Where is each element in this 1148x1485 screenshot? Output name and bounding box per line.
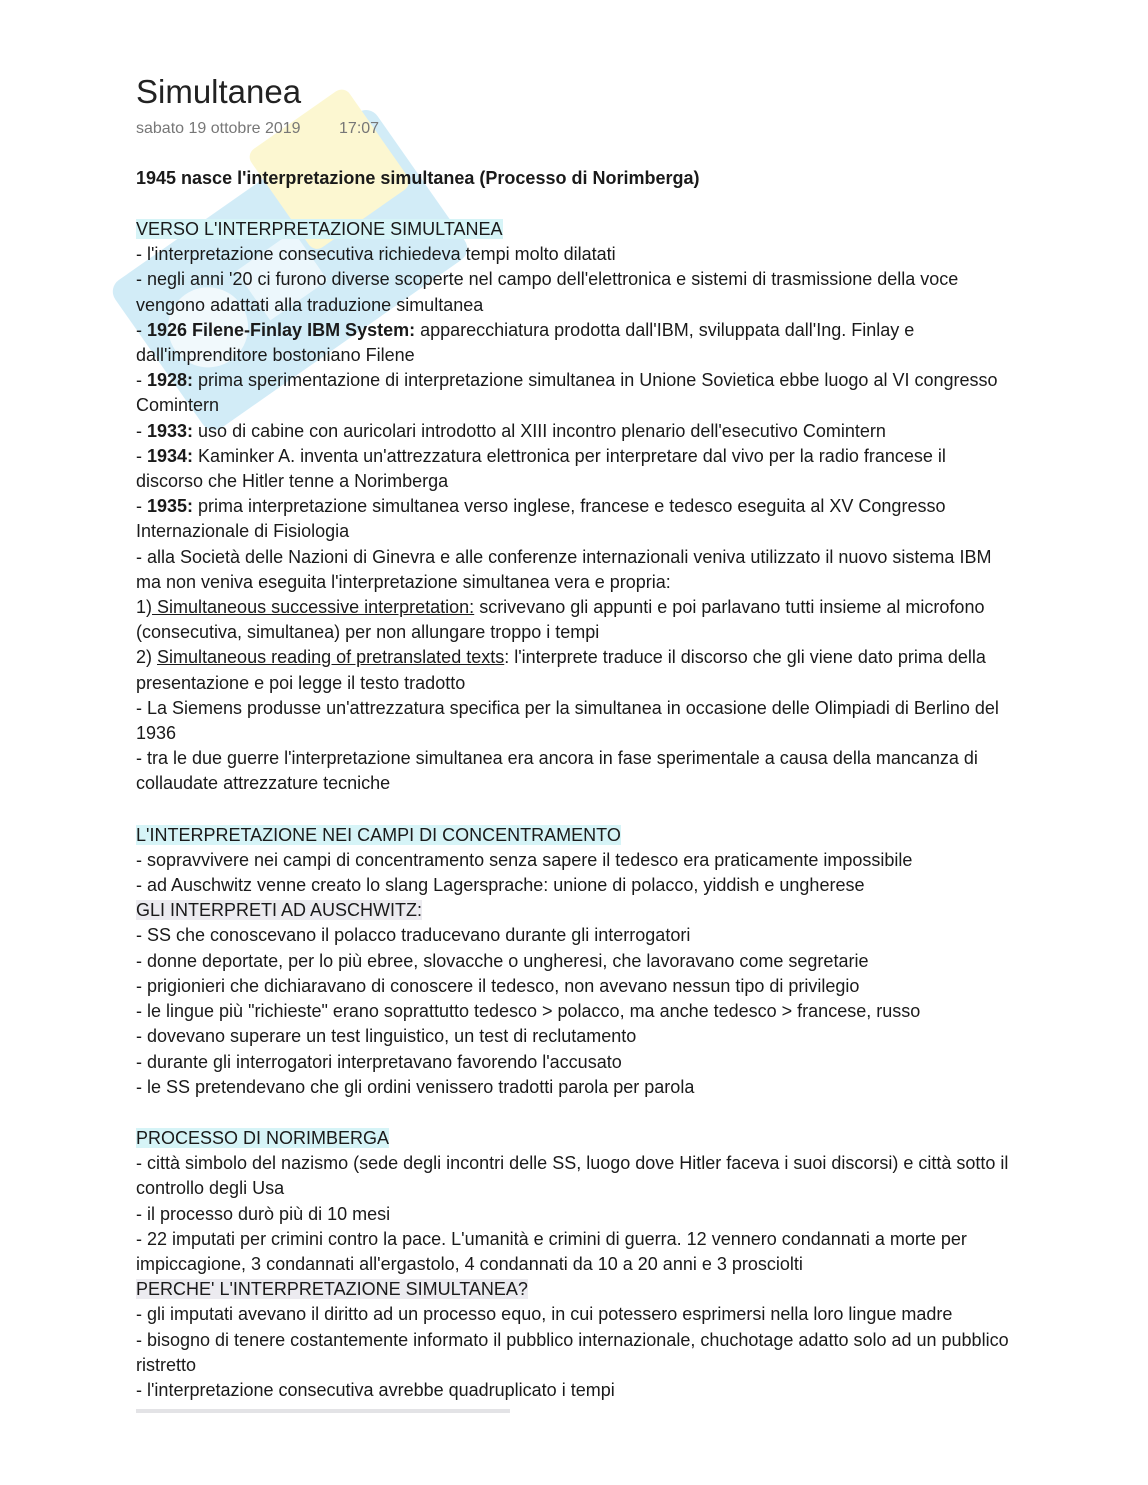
subheading: PERCHE' L'INTERPRETAZIONE SIMULTANEA? [136, 1279, 528, 1300]
subheading-line [136, 898, 1016, 923]
line-text: - l'interpretazione consecutiva richiedeva tempi molto dilatati [136, 244, 616, 265]
line-text: - città simbolo del nazismo (sede degli incontri delle SS, luogo dove Hitler faceva i suoi discorsi) e città sotto il controllo degli Usa [136, 1153, 1009, 1199]
line-text: uso di cabine con auricolari introdotto al XIII incontro plenario dell'esecutivo Comintern [193, 420, 886, 441]
line-text: - alla Società delle Nazioni di Ginevra e alle conferenze internazionali veniva utilizzato il nuovo sistema IBM ma non veniva eseguita l'interpretazione simultanea vera e propria: [136, 546, 992, 592]
bold-term: 1933: [147, 420, 194, 441]
bullet-line [136, 923, 1016, 948]
line-text: - il processo durò più di 10 mesi [136, 1203, 391, 1224]
line-text: - La Siemens produsse un'attrezzatura specifica per la simultanea in occasione delle Olimpiadi di Berlino del 1936 [136, 697, 999, 744]
bullet-line [136, 368, 1016, 418]
bullet-line [136, 848, 1016, 873]
page-title: Simultanea [136, 73, 302, 110]
bold-term: 1926 Filene-Finlay IBM System: [147, 319, 416, 340]
subheading-line [136, 1277, 1016, 1302]
line-text: : l'interprete traduce il discorso che gli viene dato prima della presentazione e poi legge il testo tradotto [136, 647, 986, 693]
bullet-line [136, 974, 1016, 999]
line-text: - tra le due guerre l'interpretazione simultanea era ancora in fase sperimentale a causa della mancanza di collaudate attrezzature tecniche [136, 748, 978, 794]
bullet-line [136, 242, 1016, 267]
section-3 [136, 1126, 1016, 1403]
section-heading-line [136, 1126, 1016, 1151]
bullet-line [136, 1227, 1016, 1277]
line-text: - negli anni '20 ci furono diverse scoperte nel campo dell'elettronica e sistemi di trasmissione della voce vengono adattati alla traduzione simultanea [136, 269, 959, 315]
line-text: - prigionieri che dichiaravano di conoscere il tedesco, non avevano nessun tipo di privilegio [136, 975, 860, 996]
section-heading: PROCESSO DI NORIMBERGA [136, 1127, 390, 1148]
bullet-line [136, 419, 1016, 444]
line-text: apparecchiatura prodotta dall'IBM, sviluppata dall'Ing. Finlay e dall'imprenditore bostoniano Filene [136, 319, 915, 366]
note-meta [136, 120, 1016, 144]
bullet-line [136, 1050, 1016, 1075]
bullet-line [136, 873, 1016, 898]
section-heading: VERSO L'INTERPRETAZIONE SIMULTANEA [136, 219, 503, 239]
line-text: scrivevano gli appunti e poi parlavano tutti insieme al microfono (consecutiva, simultanea) per non allungare troppo i tempi [136, 597, 985, 643]
line-prefix: - [136, 420, 147, 441]
line-prefix: 1) [136, 597, 153, 618]
section-2 [136, 823, 1016, 1100]
underlined-term: Simultaneous reading of pretranslated texts [157, 647, 505, 668]
line-prefix: - [136, 370, 147, 391]
line-text: - ad Auschwitz venne creato lo slang Lagersprache: unione di polacco, yiddish e ungherese [136, 875, 865, 896]
bold-term: 1935: [147, 496, 194, 517]
bullet-line [136, 444, 1016, 494]
line-text: - sopravvivere nei campi di concentramento senza sapere il tedesco era praticamente impossibile [136, 849, 913, 870]
bullet-line [136, 267, 1016, 317]
bullet-line [136, 1024, 1016, 1049]
bullet-line [136, 645, 1016, 695]
bullet-line [136, 1202, 1016, 1227]
line-prefix: 2) [136, 647, 158, 668]
underlined-term: Simultaneous successive interpretation: [152, 597, 475, 618]
line-text: - bisogno di tenere costantemente informato il pubblico internazionale, chuchotage adatto solo ad un pubblico ristretto [136, 1329, 1009, 1375]
subheading: GLI INTERPRETI AD AUSCHWITZ: [136, 900, 423, 921]
line-text: - SS che conoscevano il polacco traducevano durante gli interrogatori [136, 925, 691, 946]
bold-term: 1928: [147, 370, 194, 391]
bullet-line [136, 746, 1016, 796]
note-time: 17:07 [339, 120, 380, 137]
bullet-line [136, 595, 1016, 645]
end-divider [136, 1409, 510, 1413]
intro-line: 1945 nasce l'interpretazione simultanea (Processo di Norimberga) [136, 168, 700, 188]
line-text: - le lingue più "richieste" erano soprattutto tedesco > polacco, ma anche tedesco > francese, russo [136, 1001, 921, 1022]
bullet-line [136, 949, 1016, 974]
note-date: sabato 19 ottobre 2019 [136, 120, 301, 137]
line-text: - 22 imputati per crimini contro la pace. L'umanità e crimini di guerra. 12 vennero condannati a morte per impiccagione, 3 condannati all'ergastolo, 4 condannati da 10 a 20 anni e 3 prosciolti [136, 1228, 967, 1274]
section-heading-line [136, 823, 1016, 848]
section-1 [136, 217, 1016, 797]
bullet-line [136, 1378, 1016, 1403]
line-text: - gli imputati avevano il diritto ad un processo equo, in cui potessero esprimersi nella loro lingue madre [136, 1304, 953, 1325]
bullet-line [136, 999, 1016, 1024]
bullet-line [136, 318, 1016, 368]
bullet-line [136, 696, 1016, 746]
section-heading: L'INTERPRETAZIONE NEI CAMPI DI CONCENTRAMENTO [136, 824, 621, 845]
line-prefix: - [136, 445, 147, 466]
bullet-line [136, 494, 1016, 544]
line-text: prima interpretazione simultanea verso inglese, francese e tedesco eseguita al XV Congresso Internazionale di Fisiologia [136, 496, 946, 542]
bullet-line [136, 545, 1016, 595]
bullet-line [136, 1302, 1016, 1327]
bold-term: 1934: [147, 445, 194, 466]
line-text: - l'interpretazione consecutiva avrebbe quadruplicato i tempi [136, 1379, 615, 1400]
line-text: - donne deportate, per lo più ebree, slovacche o ungheresi, che lavoravano come segretarie [136, 950, 869, 971]
line-text: - durante gli interrogatori interpretavano favorendo l'accusato [136, 1051, 622, 1072]
line-text: Kaminker A. inventa un'attrezzatura elettronica per interpretare dal vivo per la radio francese il discorso che Hitler tenne a Norimberga [136, 445, 946, 492]
line-prefix: - [136, 496, 147, 517]
note-page [136, 70, 1016, 1413]
line-text: prima sperimentazione di interpretazione simultanea in Unione Sovietica ebbe luogo al VI congresso Comintern [136, 370, 998, 416]
section-heading-line [136, 217, 1016, 242]
line-text: - le SS pretendevano che gli ordini venissero tradotti parola per parola [136, 1076, 695, 1097]
line-text: - dovevano superare un test linguistico, un test di reclutamento [136, 1026, 637, 1047]
note-body [136, 217, 1016, 1403]
bullet-line [136, 1328, 1016, 1378]
bullet-line [136, 1151, 1016, 1201]
line-prefix: - [136, 319, 147, 340]
bullet-line [136, 1075, 1016, 1100]
